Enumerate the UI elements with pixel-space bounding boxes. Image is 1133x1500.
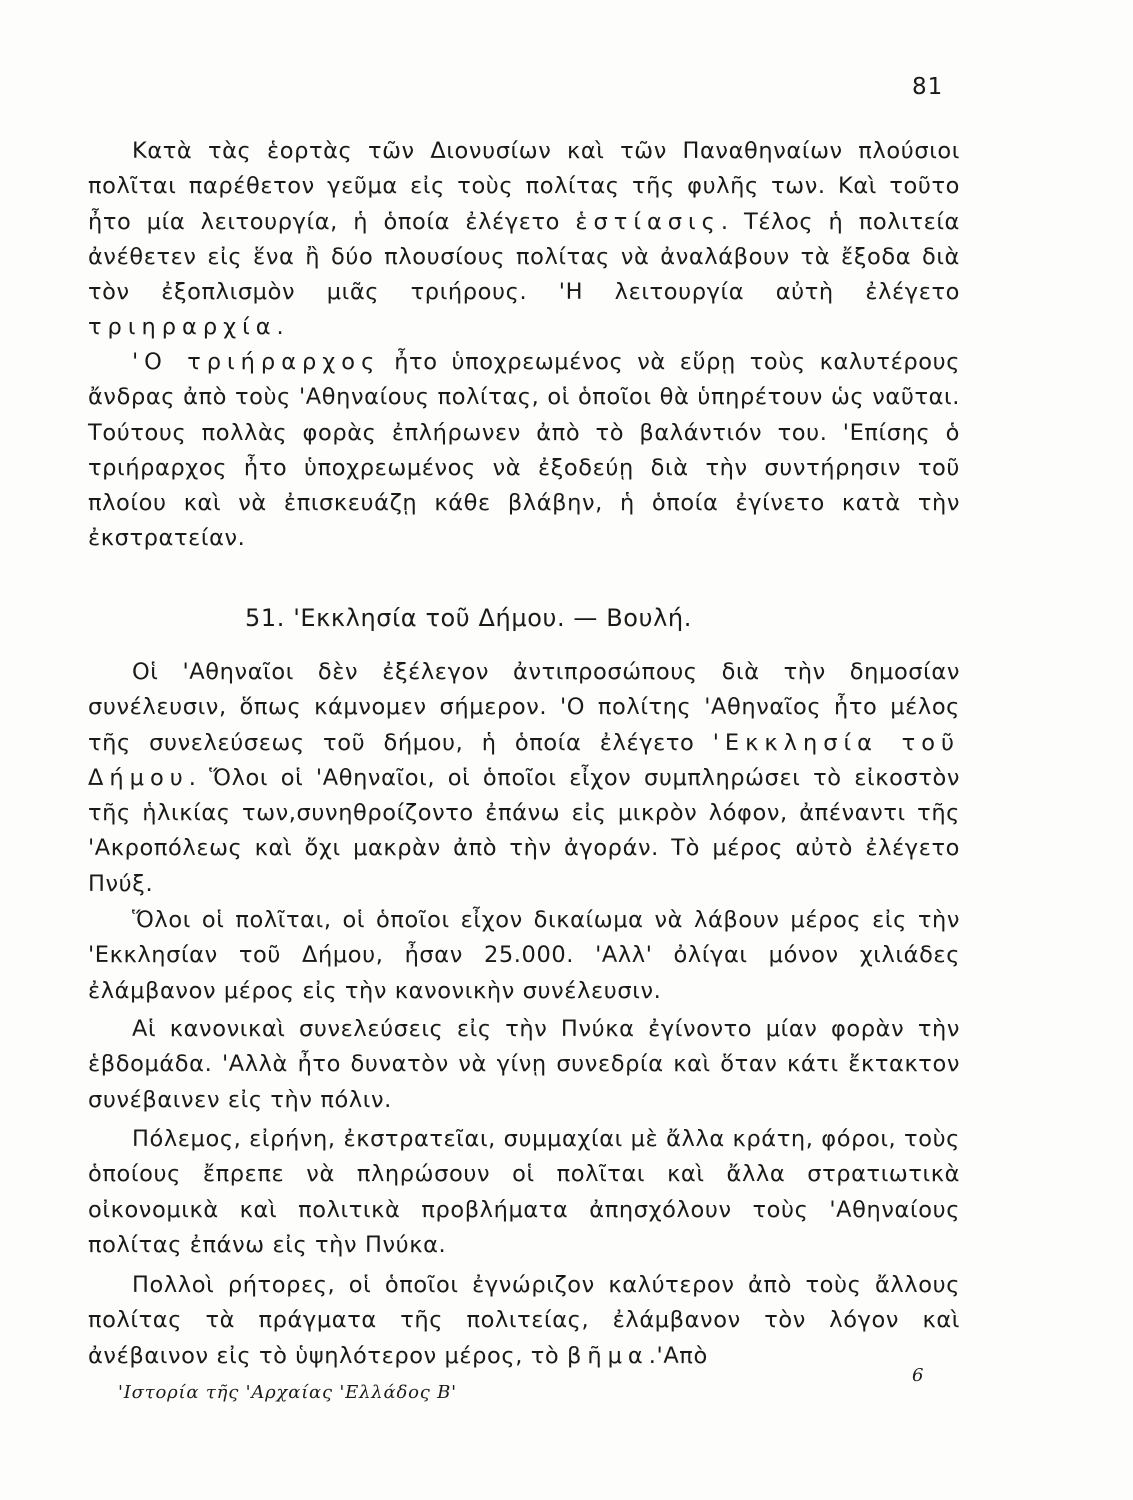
paragraph-topics [88, 1122, 960, 1263]
text-run: Οἱ 'Αθηναῖοι δὲν ἐξέλεγον ἀντιπροσώπους διὰ τὴν δημοσίαν συνέλευσιν, ὅπως κάμνομεν σήμερον. 'Ο πολίτης 'Αθηναῖος ἦτο μέλος τῆς συνελεύσεως τοῦ δήμου, ἡ ὁποία ἐλέγετο [88, 659, 960, 756]
signature-mark: 6 [912, 1365, 924, 1386]
spaced-term: 'Ο τριήραρχος [132, 349, 381, 375]
text-run: . Τέλος ἡ πολιτεία ἀνέθετεν εἰς ἕνα ἢ δύο πλουσίους πολίτας νὰ ἀναλάβουν τὰ ἔξοδα διὰ τὸν ἐξοπλισμὸν μιᾶς τριήρους. 'Η λειτουργία αὐτὴ ἐλέγετο [88, 208, 960, 306]
page-number: 81 [912, 74, 944, 100]
section-heading: 51. 'Εκκλησία τοῦ Δήμου. — Βουλή. [245, 604, 692, 632]
text-run: Πολλοὶ ρήτορες, οἱ ὁποῖοι ἐγνώριζον καλύτερον ἀπὸ τοὺς ἄλλους πολίτας τὰ πράγματα τῆς πολιτείας, ἐλάμβανον τὸν λόγον καὶ ἀνέβαινον εἰς τὸ ὑψηλότερον μέρος, τὸ [88, 1272, 960, 1369]
text-run: .'Απὸ [648, 1342, 708, 1369]
spaced-term: 'Εκκλησία τοῦ Δήμου [88, 729, 961, 791]
paragraph-ekklesia [88, 655, 960, 902]
spaced-term: τριηραρχία [88, 314, 277, 341]
paragraph-text: Ὅλοι οἱ πολῖται, οἱ ὁποῖοι εἶχον δικαίωμα νὰ λάβουν μέρος εἰς τὴν 'Εκκλησίαν τοῦ Δήμου, ἦσαν 25.000. 'Αλλ' ὀλίγαι μόνον χιλιάδες ἐλάμβανον μέρος εἰς τὴν κανονικὴν συνέλευσιν. [88, 907, 960, 1004]
text-run: ἦτο ὑποχρεωμένος νὰ εὕρῃ τοὺς καλυτέρους ἄνδρας ἀπὸ τοὺς 'Αθηναίους πολίτας, οἱ ὁποῖοι θὰ ὑπηρέτουν ὡς ναῦται. Τούτους πολλὰς φορὰς ἐπλήρωνεν ἀπὸ τὸ βαλάντιόν του. 'Επίσης ὁ τριήραρχος ἦτο ὑποχρεωμένος νὰ ἐξοδεύῃ διὰ τὴν συντήρησιν τοῦ πλοίου καὶ νὰ ἐπισκευάζῃ κάθε βλάβην, ἡ ὁποία ἐγίνετο κατὰ τὴν ἐκστρατείαν. [88, 349, 960, 552]
paragraph-text [88, 134, 960, 346]
paragraph-trierarch [88, 345, 960, 557]
spaced-term: ἑστίασις [575, 208, 721, 235]
text-run: . [276, 314, 285, 341]
paragraph-hestiasis [88, 134, 960, 346]
text-run: . Ὅλοι οἱ 'Αθηναῖοι, οἱ ὁποῖοι εἶχον συμπληρώσει τὸ εἰκοστὸν τῆς ἡλικίας των,συνηθροίζοντο ἐπάνω εἰς μικρὸν λόφον, ἀπέναντι τῆς 'Ακροπόλεως καὶ ὄχι μακρὰν ἀπὸ τὴν ἀγοράν. Τὸ μέρος αὐτὸ ἐλέγετο Πνύξ. [88, 764, 960, 897]
spaced-term: βῆμα [567, 1342, 649, 1369]
paragraph-orators [88, 1268, 960, 1374]
paragraph-text: Αἱ κανονικαὶ συνελεύσεις εἰς τὴν Πνύκα ἐγίνοντο μίαν φορὰν τὴν ἑβδομάδα. 'Αλλὰ ἦτο δυνατὸν νὰ γίνῃ συνεδρία καὶ ὅταν κάτι ἔκτακτον συνέβαινεν εἰς τὴν πόλιν. [88, 1016, 960, 1113]
paragraph-text [88, 345, 960, 557]
paragraph-text: Πόλεμος, εἰρήνη, ἐκστρατεῖαι, συμμαχίαι μὲ ἄλλα κράτη, φόροι, τοὺς ὁποίους ἔπρεπε νὰ πληρώσουν οἱ πολῖται καὶ ἄλλα στρατιωτικὰ οἰκονομικὰ καὶ πολιτικὰ προβλήματα ἀπησχόλουν τοὺς 'Αθηναίους πολίτας ἐπάνω εἰς τὴν Πνύκα. [88, 1126, 960, 1258]
text-run: Κατὰ τὰς ἑορτὰς τῶν Διονυσίων καὶ τῶν Παναθηναίων πλούσιοι πολῖται παρέθετον γεῦμα εἰς τοὺς πολίτας τῆς φυλῆς των. Καὶ τοῦτο ἦτο μία λειτουργία, ἡ ὁποία ἐλέγετο [88, 138, 960, 235]
paragraph-text [88, 655, 960, 902]
footer-book-title: 'Ιστορία τῆς 'Αρχαίας 'Ελλάδος Β' [118, 1382, 457, 1403]
paragraph-assemblies [88, 1012, 960, 1118]
paragraph-citizens [88, 903, 960, 1009]
paragraph-text [88, 1268, 960, 1374]
